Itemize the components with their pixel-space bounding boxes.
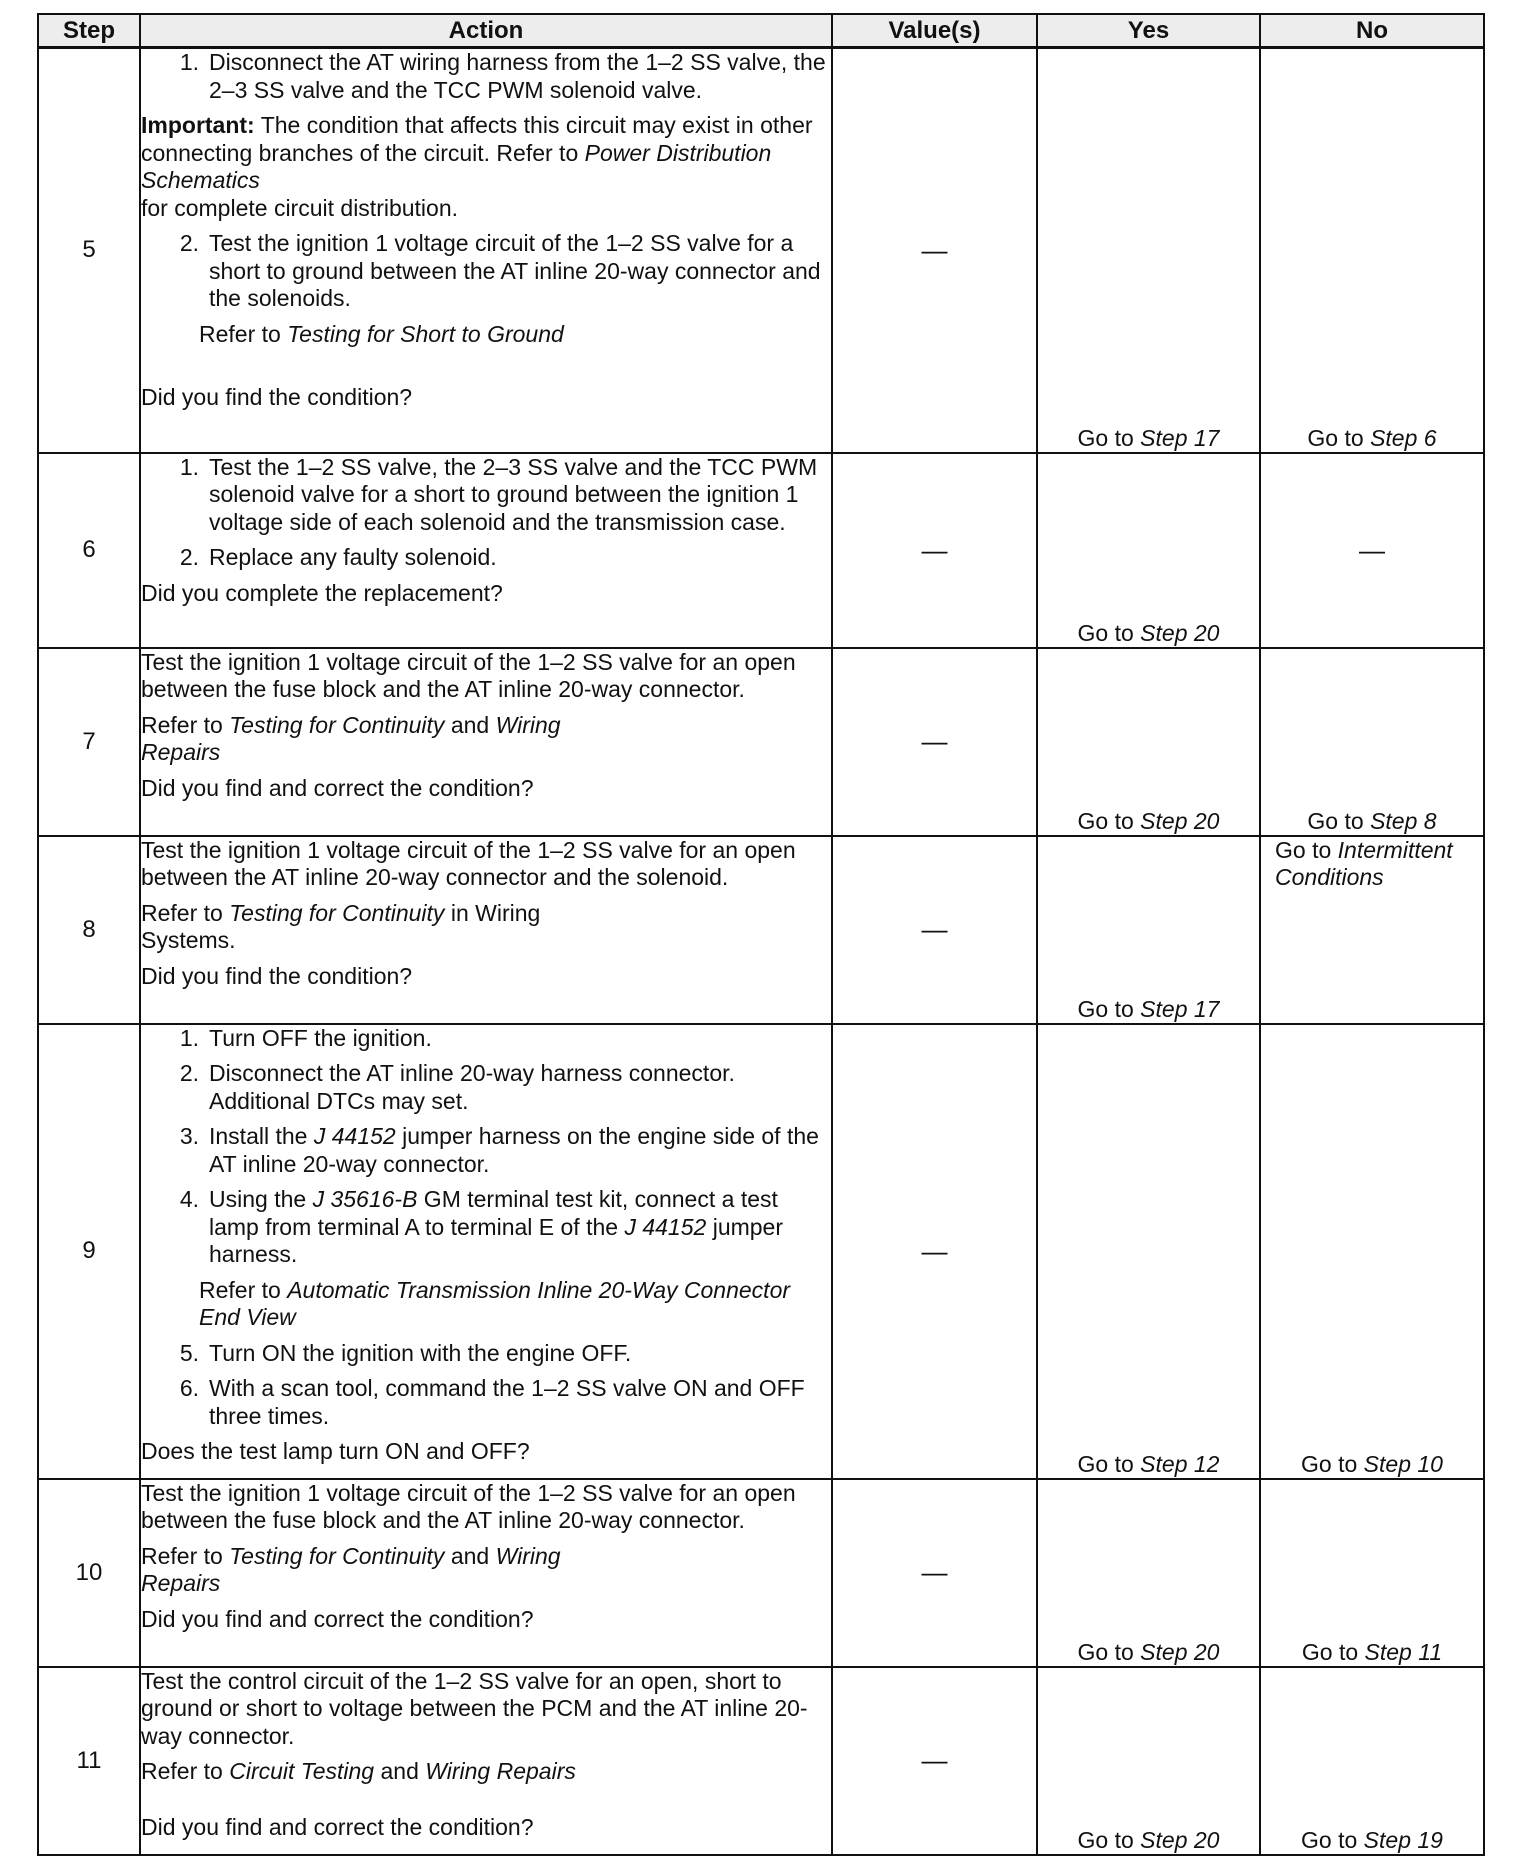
action-cell [140, 48, 832, 453]
list-item: 5. Turn ON the ignition with the engine OFF. [179, 1339, 632, 1366]
question: Did you find and correct the condition? [141, 1605, 534, 1632]
list-item: 1. Turn OFF the ignition. [179, 1024, 432, 1051]
reference: Refer to Testing for Continuity and Wiring Repairs [141, 1542, 561, 1596]
question: Did you find the condition? [141, 384, 413, 410]
list-item: 2. Disconnect the AT inline 20-way harness connector. Additional DTCs may set. [179, 1060, 735, 1114]
list-item: 1. Test the 1–2 SS valve, the 2–3 SS valve and the TCC PWM solenoid valve for a short to ground between the ignition 1 voltage side of each solenoid and the transmission case. [179, 453, 818, 535]
step-number: 9 [38, 1024, 140, 1479]
list-item: 6. With a scan tool, command the 1–2 SS valve ON and OFF three times. [179, 1375, 805, 1429]
values-cell: — [832, 1667, 1037, 1855]
question: Does the test lamp turn ON and OFF? [141, 1438, 530, 1464]
table-row-step-10 [38, 1479, 1484, 1667]
header-row [38, 14, 1484, 48]
action-cell: Test the ignition 1 voltage circuit of the 1–2 SS valve for an open between the fuse block and the AT inline 20-way connector. Refer to Testing for Continuity and Wiring Repairs Did you find and correct the condition? [140, 1479, 832, 1667]
reference: Refer to Testing for Short to Ground [199, 320, 564, 347]
table-row-step-8 [38, 836, 1484, 1024]
step-number: 11 [38, 1667, 140, 1855]
values-cell: — [832, 453, 1037, 648]
list-item: 4. Using the J 35616-B GM terminal test kit, connect a test lamp from terminal A to terminal E of the J 44152 jumper harness. [179, 1186, 784, 1267]
reference: Refer to Circuit Testing and Wiring Repairs [141, 1758, 576, 1784]
no-cell: Go to Step 8 [1260, 648, 1484, 836]
table-row-step-11 [38, 1667, 1484, 1855]
step-number: 8 [38, 836, 140, 1024]
no-cell: Go to Step 10 [1260, 1024, 1484, 1479]
values-cell: — [832, 1024, 1037, 1479]
table-row-step-6 [38, 453, 1484, 648]
question: Did you complete the replacement? [141, 579, 503, 606]
list-item: 3. Install the J 44152 jumper harness on the engine side of the AT inline 20-way connector. [179, 1123, 819, 1177]
diagnostic-table [37, 13, 1485, 1856]
important-note: Important: The condition that affects this circuit may exist in other connecting branches of the circuit. Refer to Power Distribution Schematics for complete circuit distribution. [141, 112, 813, 221]
step-number: 10 [38, 1479, 140, 1667]
action-cell: Test the ignition 1 voltage circuit of the 1–2 SS valve for an open between the fuse block and the AT inline 20-way connector. Refer to Testing for Continuity and Wiring Repairs Did you find and correct the condition? [140, 648, 832, 836]
question: Did you find the condition? [141, 962, 413, 989]
yes-cell: Go to Step 20 [1037, 1479, 1260, 1667]
no-cell: Go to Intermittent Conditions [1260, 836, 1484, 1024]
values-cell: — [832, 648, 1037, 836]
list-item: 2. Test the ignition 1 voltage circuit of the 1–2 SS valve for a short to ground between the AT inline 20-way connector and the solenoids. [179, 230, 821, 311]
values-cell: — [832, 48, 1037, 453]
header-no: No [1260, 14, 1484, 48]
reference: Refer to Testing for Continuity in Wiring Systems. [141, 899, 541, 953]
header-step: Step [38, 14, 140, 48]
no-cell: Go to Step 11 [1260, 1479, 1484, 1667]
step-number: 6 [38, 453, 140, 648]
yes-cell: Go to Step 17 [1037, 48, 1260, 453]
values-cell: — [832, 1479, 1037, 1667]
table-row-step-7 [38, 648, 1484, 836]
action-cell [140, 1024, 832, 1479]
yes-cell: Go to Step 20 [1037, 453, 1260, 648]
question: Did you find and correct the condition? [141, 1813, 534, 1840]
yes-cell: Go to Step 12 [1037, 1024, 1260, 1479]
table-row-step-9 [38, 1024, 1484, 1479]
yes-cell: Go to Step 20 [1037, 1667, 1260, 1855]
values-cell: — [832, 836, 1037, 1024]
action-cell: Test the ignition 1 voltage circuit of the 1–2 SS valve for an open between the AT inline 20-way connector and the solenoid. Refer to Testing for Continuity in Wiring Systems. Did you find the condition? [140, 836, 832, 1024]
header-values: Value(s) [832, 14, 1037, 48]
yes-cell: Go to Step 20 [1037, 648, 1260, 836]
action-cell [140, 453, 832, 648]
list-item: 1. Disconnect the AT wiring harness from the 1–2 SS valve, the 2–3 SS valve and the TCC PWM solenoid valve. [179, 49, 826, 103]
list-item: 2. Replace any faulty solenoid. [179, 544, 497, 570]
no-cell: Go to Step 6 [1260, 48, 1484, 453]
reference: Refer to Testing for Continuity and Wiring Repairs [141, 711, 561, 765]
no-cell: Go to Step 19 [1260, 1667, 1484, 1855]
header-action: Action [140, 14, 832, 48]
step-number: 7 [38, 648, 140, 836]
header-yes: Yes [1037, 14, 1260, 48]
no-cell: — [1260, 453, 1484, 648]
step-number: 5 [38, 48, 140, 453]
yes-cell: Go to Step 17 [1037, 836, 1260, 1024]
reference: Refer to Automatic Transmission Inline 20-Way Connector End View [199, 1276, 791, 1330]
question: Did you find and correct the condition? [141, 774, 534, 801]
action-cell: Test the control circuit of the 1–2 SS valve for an open, short to ground or short to voltage between the PCM and the AT inline 20-way connector. Refer to Circuit Testing and Wiring Repairs Did you find and correct the condition? [140, 1667, 832, 1855]
table-row-step-5 [38, 48, 1484, 453]
